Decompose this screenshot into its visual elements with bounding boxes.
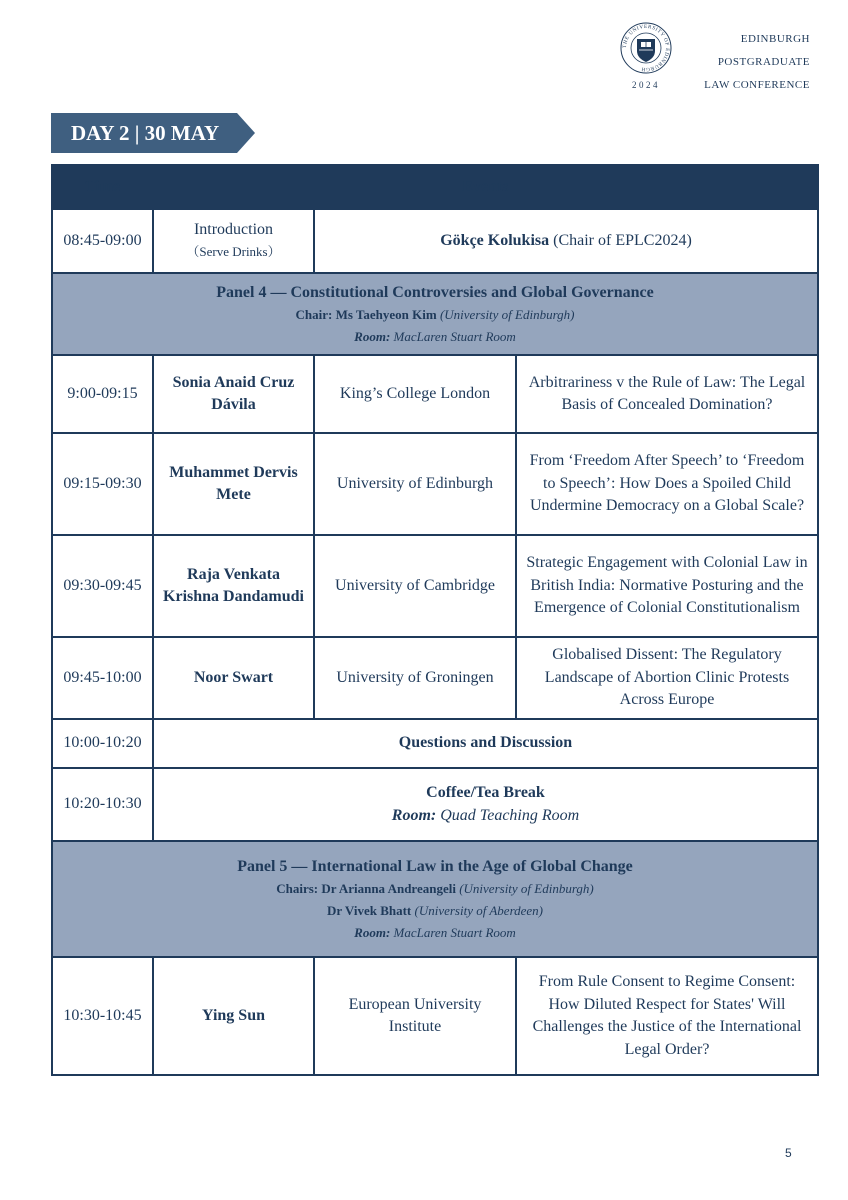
time-cell: 09:15-09:30	[52, 433, 153, 535]
conference-name-line-1: EDINBURGH	[740, 33, 810, 45]
seal-year: 2024	[632, 80, 660, 90]
break-row	[52, 768, 818, 841]
panel-5-room-label: Room:	[354, 924, 391, 940]
questions-label: Questions and Discussion	[153, 719, 818, 768]
panel-4-title: Panel 4 — Constitutional Controversies and Global Governance	[216, 283, 654, 301]
paper-title-cell: Globalised Dissent: The Regulatory Landscape of Abortion Clinic Protests Across Europe	[516, 637, 818, 719]
day-banner-label: DAY 2 | 30 MAY	[71, 121, 220, 145]
break-label: Coffee/Tea Break	[426, 784, 545, 801]
time-cell: 08:45-09:00	[52, 209, 153, 273]
panel-5-room-name: MacLaren Stuart Room	[390, 924, 516, 940]
intro-speaker-role: (Chair of EPLC2024)	[549, 231, 692, 249]
panel-4-header-row	[52, 273, 818, 355]
panel-5-title: Panel 5 — International Law in the Age of Global Change	[237, 857, 633, 875]
panel-4-chair-name: Chair: Ms Taehyeon Kim	[295, 306, 440, 322]
institution-cell: University of Cambridge	[314, 535, 516, 637]
seal-lettering: THE UNIVERSITY OF EDINBURGH	[621, 23, 671, 73]
panel-5-header-cell	[52, 841, 818, 957]
panel-5-chairs	[59, 878, 811, 900]
conference-header	[620, 22, 810, 102]
break-room-name: Quad Teaching Room	[436, 806, 580, 824]
schedule-table	[51, 164, 819, 1076]
conference-name-line-3: LAW CONFERENCE	[704, 79, 810, 91]
panel-5-chair-2	[59, 900, 811, 922]
time-cell: 9:00-09:15	[52, 355, 153, 433]
conference-name	[704, 28, 810, 97]
break-room-label: Room:	[391, 806, 437, 824]
paper-title-cell: Arbitrariness v the Rule of Law: The Legal Basis of Concealed Domination?	[516, 355, 818, 433]
table-row	[52, 355, 818, 433]
institution-cell: University of Edinburgh	[314, 433, 516, 535]
paper-title-cell: From Rule Consent to Regime Consent: How Diluted Respect for States' Will Challenges the Justice of the International Legal Order?	[516, 957, 818, 1075]
institution-cell: King’s College London	[314, 355, 516, 433]
panel-5-chair-2-affiliation: (University of Aberdeen)	[414, 902, 544, 918]
institution-cell: University of Groningen	[314, 637, 516, 719]
table-header-row	[52, 165, 818, 209]
events-column-header: Events	[153, 165, 818, 209]
panel-5-chair-1-affiliation: (University of Edinburgh)	[459, 880, 594, 896]
time-column-header: Time	[52, 165, 153, 209]
intro-cell	[153, 209, 314, 273]
intro-row	[52, 209, 818, 273]
institution-cell: European University Institute	[314, 957, 516, 1075]
speaker-name-cell: Raja Venkata Krishna Dandamudi	[153, 535, 314, 637]
break-room	[160, 805, 811, 828]
intro-speaker-name: Gökçe Kolukisa	[440, 231, 550, 249]
questions-row	[52, 719, 818, 768]
table-row	[52, 957, 818, 1075]
intro-note: （Serve Drinks）	[186, 244, 281, 259]
panel-4-header-cell	[52, 273, 818, 355]
speaker-name-cell: Sonia Anaid Cruz Dávila	[153, 355, 314, 433]
page-number: 5	[785, 1146, 792, 1160]
panel-4-room-name: MacLaren Stuart Room	[390, 328, 516, 344]
panel-5-chair-2-name: Dr Vivek Bhatt	[326, 902, 415, 918]
table-row	[52, 433, 818, 535]
break-cell	[153, 768, 818, 841]
paper-title-cell: From ‘Freedom After Speech’ to ‘Freedom to Speech’: How Does a Spoiled Child Undermine Democracy on a Global Scale?	[516, 433, 818, 535]
university-seal-icon	[620, 22, 672, 74]
time-cell: 09:30-09:45	[52, 535, 153, 637]
panel-4-room-label: Room:	[354, 328, 391, 344]
time-cell: 10:00-10:20	[52, 719, 153, 768]
conference-name-line-2: POSTGRADUATE	[717, 56, 810, 68]
speaker-name-cell: Muhammet Dervis Mete	[153, 433, 314, 535]
table-row	[52, 535, 818, 637]
intro-label: Introduction	[193, 220, 274, 238]
panel-4-chair-affiliation: (University of Edinburgh)	[439, 306, 575, 322]
day-banner	[51, 113, 255, 153]
speaker-name-cell: Noor Swart	[153, 637, 314, 719]
paper-title-cell: Strategic Engagement with Colonial Law in British India: Normative Posturing and the Emergence of Colonial Constitutionalism	[516, 535, 818, 637]
intro-speaker-cell	[314, 209, 818, 273]
time-cell: 10:20-10:30	[52, 768, 153, 841]
time-cell: 10:30-10:45	[52, 957, 153, 1075]
panel-5-room	[59, 922, 811, 944]
panel-5-header-row	[52, 841, 818, 957]
speaker-name-cell: Ying Sun	[153, 957, 314, 1075]
panel-5-chair-1-name: Chairs: Dr Arianna Andreangeli	[276, 880, 460, 896]
table-row	[52, 637, 818, 719]
time-cell: 09:45-10:00	[52, 637, 153, 719]
panel-4-chair	[59, 304, 811, 326]
panel-4-room	[59, 326, 811, 348]
